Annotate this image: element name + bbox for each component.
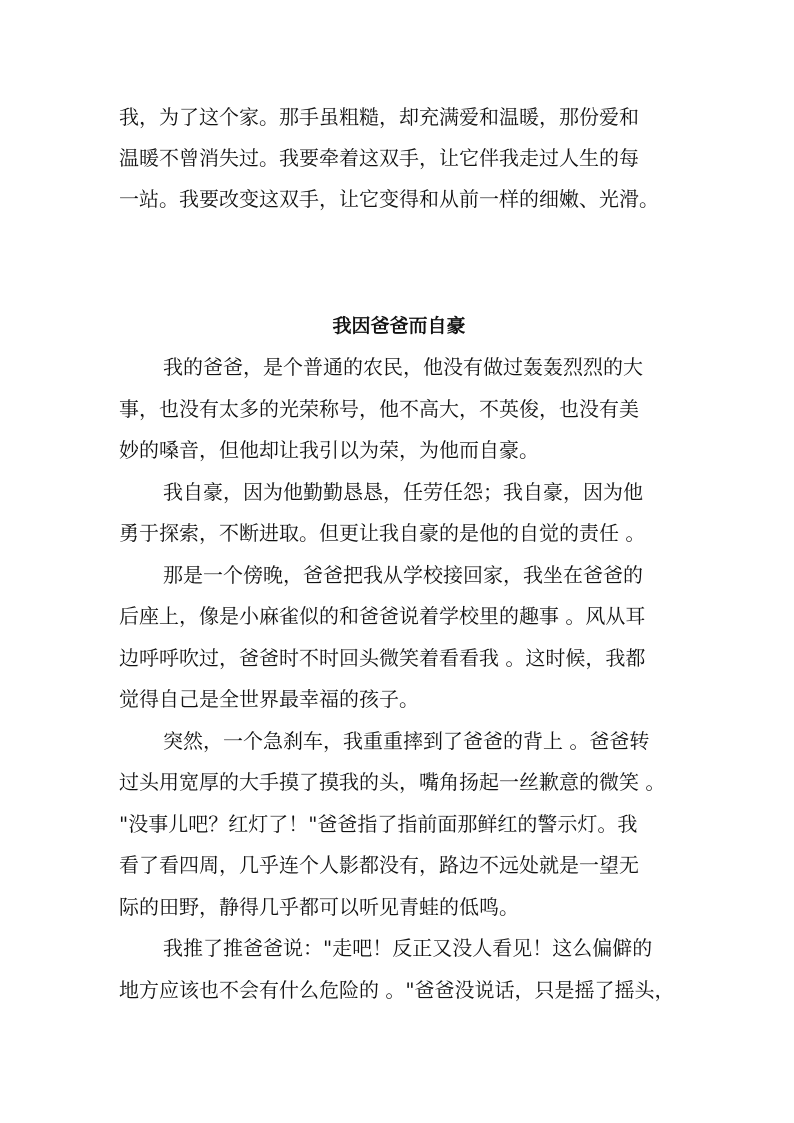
- text-line: 妙的嗓音，但他却让我引以为荣，为他而自豪。: [119, 438, 539, 462]
- text-line: 勇于探索，不断进取。但更让我自豪的是他的自觉的责任 。: [119, 521, 646, 545]
- text-line: 我推了推爸爸说："走吧！反正又没人看见！这么偏僻的: [163, 936, 653, 960]
- text-line: 过头用宽厚的大手摸了摸我的头，嘴角扬起一丝歉意的微笑 。: [119, 770, 666, 794]
- text-line: 我的爸爸，是个普通的农民，他没有做过轰轰烈烈的大: [163, 355, 643, 379]
- text-line: 看了看四周，几乎连个人影都没有，路边不远处就是一望无: [119, 853, 639, 877]
- text-line: 一站。我要改变这双手，让它变得和从前一样的细嫩、光滑。: [119, 187, 659, 211]
- text-line: 地方应该也不会有什么危险的 。"爸爸没说话，只是摇了摇头，: [119, 978, 675, 1002]
- text-line: 那是一个傍晚，爸爸把我从学校接回家，我坐在爸爸的: [163, 563, 643, 587]
- text-line: 温暖不曾消失过。我要牵着这双手，让它伴我走过人生的每: [119, 146, 639, 170]
- text-line: "没事儿吧？红灯了！"爸爸指了指前面那鲜红的警示灯。我: [119, 812, 638, 836]
- text-line: 我自豪，因为他勤勤恳恳，任劳任怨；我自豪，因为他: [163, 480, 643, 504]
- essay-title: 我因爸爸而自豪: [332, 315, 466, 337]
- text-line: 突然，一个急刹车，我重重摔到了爸爸的背上 。爸爸转: [163, 729, 650, 753]
- text-line: 我，为了这个家。那手虽粗糙，却充满爱和温暖，那份爱和: [119, 105, 639, 129]
- text-line: 事，也没有太多的光荣称号，他不高大，不英俊，也没有美: [119, 397, 639, 421]
- text-line: 后座上，像是小麻雀似的和爸爸说着学校里的趣事 。风从耳: [119, 604, 646, 628]
- text-line: 觉得自己是全世界最幸福的孩子。: [119, 687, 419, 711]
- text-line: 际的田野，静得几乎都可以听见青蛙的低鸣。: [119, 895, 519, 919]
- text-line: 边呼呼吹过，爸爸时不时回头微笑着看看我 。这时候，我都: [119, 646, 646, 670]
